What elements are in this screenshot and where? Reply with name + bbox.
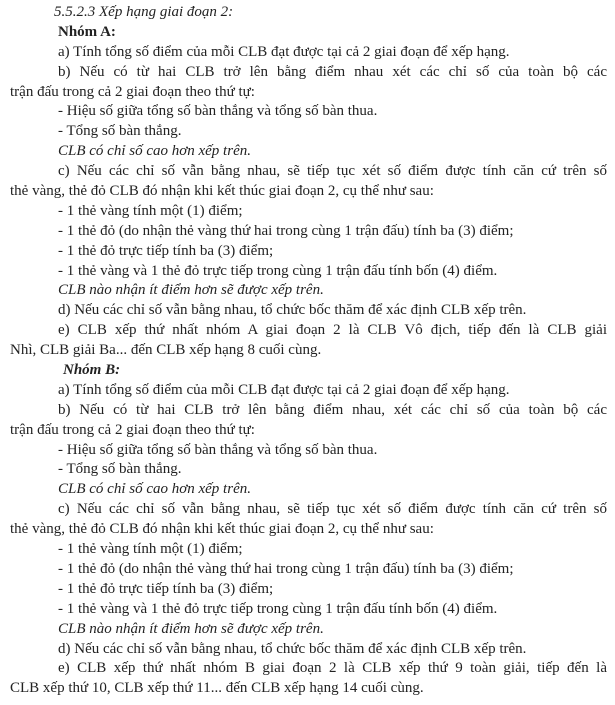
group-b-card-yellow: - 1 thẻ vàng tính một (1) điểm; [58, 541, 243, 558]
group-b-item-d: d) Nếu các chỉ số vẫn bằng nhau, tổ chức bốc thăm để xác định CLB xếp trên. [58, 640, 527, 657]
group-b-card-yellow-and-red: - 1 thẻ vàng và 1 thẻ đỏ trực tiếp trong cùng 1 trận đấu tính bốn (4) điểm. [58, 600, 498, 617]
group-a-heading: Nhóm A: [58, 23, 116, 40]
group-b-criterion-goals-scored: - Tổng số bàn thắng. [58, 461, 182, 478]
group-a-card-direct-red: - 1 thẻ đỏ trực tiếp tính ba (3) điểm; [58, 242, 274, 259]
group-a-note-higher-ranked: CLB có chỉ số cao hơn xếp trên. [58, 143, 251, 160]
group-a-criterion-goals-scored: - Tổng số bàn thắng. [58, 123, 182, 140]
group-b-item-e-line2: CLB xếp thứ 10, CLB xếp thứ 11... đến CLB xếp hạng 14 cuối cùng. [10, 680, 424, 697]
group-a-item-e-line1: e) CLB xếp thứ nhất nhóm A giai đoạn 2 là CLB Vô địch, tiếp đến là CLB giải [58, 322, 607, 339]
group-a-card-second-yellow: - 1 thẻ đỏ (do nhận thẻ vàng thứ hai trong cùng 1 trận đấu) tính ba (3) điểm; [58, 222, 514, 239]
group-a-item-c-line2: thẻ vàng, thẻ đỏ CLB đó nhận khi kết thúc giai đoạn 2, cụ thể như sau: [10, 183, 434, 200]
group-a-criterion-goal-difference: - Hiệu số giữa tổng số bàn thắng và tổng số bàn thua. [58, 103, 378, 120]
group-b-note-higher-ranked: CLB có chỉ số cao hơn xếp trên. [58, 481, 251, 498]
section-title: 5.5.2.3 Xếp hạng giai đoạn 2: [54, 4, 234, 20]
group-b-criterion-goal-difference: - Hiệu số giữa tổng số bàn thắng và tổng số bàn thua. [58, 441, 378, 458]
group-a-item-e-line2: Nhì, CLB giải Ba... đến CLB xếp hạng 8 cuối cùng. [10, 342, 322, 359]
group-b-heading: Nhóm B: [63, 362, 121, 379]
group-a-item-c-line1: c) Nếu các chỉ số vẫn bằng nhau, sẽ tiếp tục xét số điểm được tính căn cứ trên số [58, 163, 607, 180]
group-b-item-c-line1: c) Nếu các chỉ số vẫn bằng nhau, sẽ tiếp tục xét số điểm được tính căn cứ trên số [58, 501, 607, 518]
group-b-card-direct-red: - 1 thẻ đỏ trực tiếp tính ba (3) điểm; [58, 580, 274, 597]
group-b-item-b-line2: trận đấu trong cả 2 giai đoạn theo thứ tự: [10, 421, 255, 438]
group-a-card-yellow-and-red: - 1 thẻ vàng và 1 thẻ đỏ trực tiếp trong cùng 1 trận đấu tính bốn (4) điểm. [58, 262, 498, 279]
group-a-item-a: a) Tính tổng số điểm của mỗi CLB đạt được tại cả 2 giai đoạn để xếp hạng. [58, 43, 510, 60]
group-b-note-fewer-points: CLB nào nhận ít điểm hơn sẽ được xếp trên. [58, 620, 324, 637]
group-a-card-yellow: - 1 thẻ vàng tính một (1) điểm; [58, 202, 243, 219]
group-b-item-a: a) Tính tổng số điểm của mỗi CLB đạt được tại cả 2 giai đoạn để xếp hạng. [58, 381, 510, 398]
group-b-item-e-line1: e) CLB xếp thứ nhất nhóm B giai đoạn 2 là CLB xếp thứ 9 toàn giải, tiếp đến là [58, 660, 607, 677]
group-b-card-second-yellow: - 1 thẻ đỏ (do nhận thẻ vàng thứ hai trong cùng 1 trận đấu) tính ba (3) điểm; [58, 560, 514, 577]
group-b-item-c-line2: thẻ vàng, thẻ đỏ CLB đó nhận khi kết thúc giai đoạn 2, cụ thể như sau: [10, 521, 434, 538]
group-a-item-d: d) Nếu các chỉ số vẫn bằng nhau, tổ chức bốc thăm để xác định CLB xếp trên. [58, 302, 527, 319]
group-a-item-b-line2: trận đấu trong cả 2 giai đoạn theo thứ tự: [10, 83, 255, 100]
group-a-item-b-line1: b) Nếu có từ hai CLB trở lên bằng điểm nhau xét các chỉ số của toàn bộ các [58, 63, 607, 80]
group-b-item-b-line1: b) Nếu có từ hai CLB trở lên bằng điểm nhau, xét các chỉ số của toàn bộ các [58, 401, 607, 418]
group-a-note-fewer-points: CLB nào nhận ít điểm hơn sẽ được xếp trên. [58, 282, 324, 299]
